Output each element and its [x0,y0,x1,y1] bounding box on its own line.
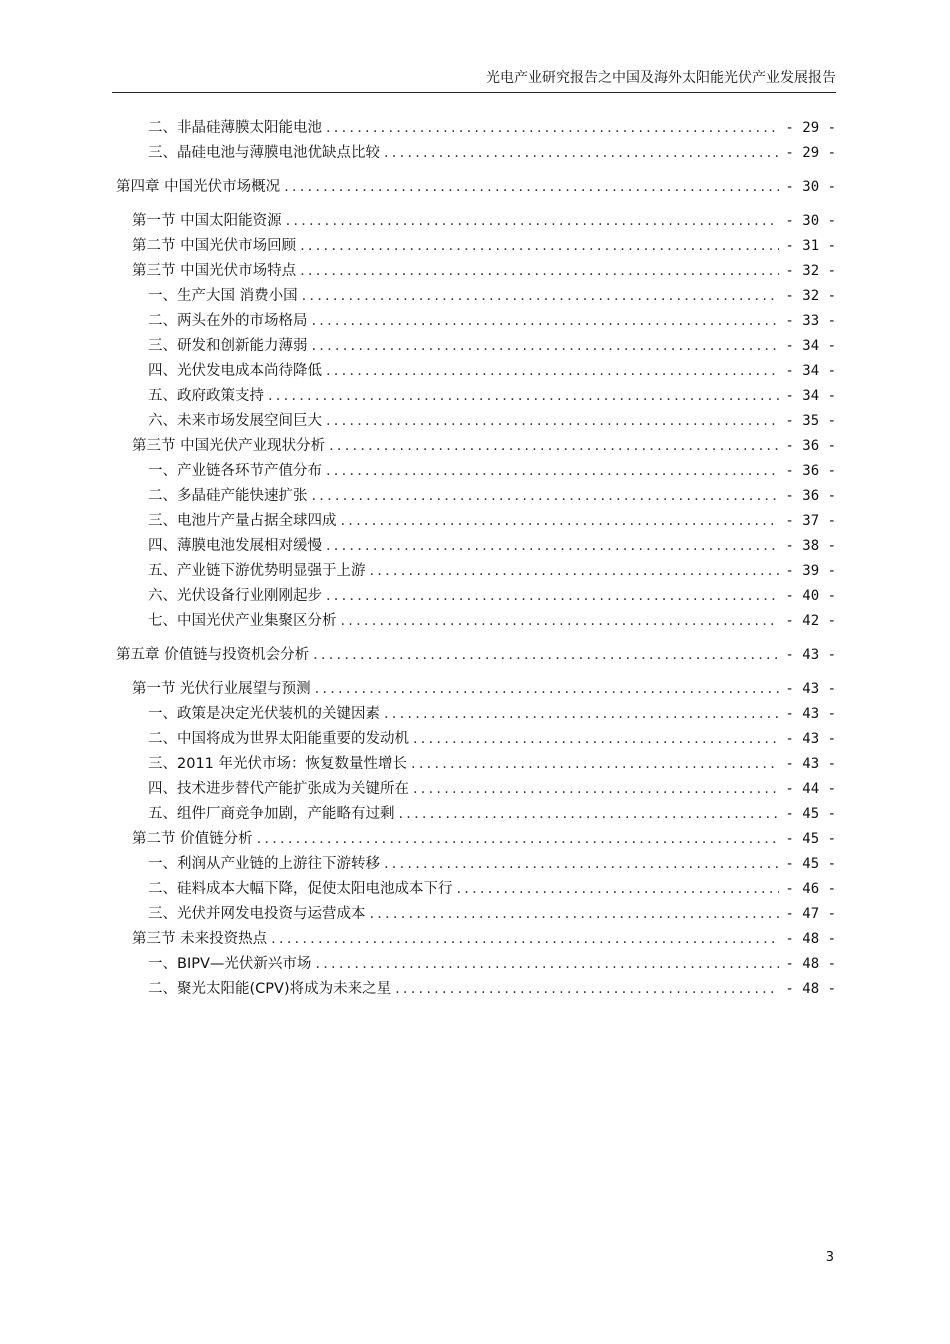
toc-entry-label: 五、组件厂商竞争加剧，产能略有过剩 [148,806,395,822]
toc-entry [148,904,836,924]
toc-leader [370,904,780,924]
toc-leader [326,411,779,431]
toc-entry-label: 二、聚光太阳能(CPV)将成为未来之星 [148,981,392,997]
toc-entry-label: 二、硅料成本大幅下降，促使太阳电池成本下行 [148,881,453,897]
toc-section [132,211,836,231]
toc-leader [312,311,780,331]
toc-leader [384,143,779,163]
toc-entry-label: 三、研发和创新能力薄弱 [148,338,308,354]
toc-leader [300,236,779,256]
toc-entry-page: - 36 - [785,463,836,479]
toc-entry [148,361,836,381]
toc-leader [286,211,780,231]
toc-entry-page: - 45 - [785,831,836,847]
toc-entry-page: - 36 - [785,438,836,454]
toc-entry-page: - 34 - [785,338,836,354]
toc-entry-label: 三、2011 年光伏市场：恢复数量性增长 [148,756,408,772]
toc-entry-label: 二、非晶硅薄膜太阳能电池 [148,120,322,136]
toc-entry-page: - 45 - [785,856,836,872]
toc-section [132,436,836,456]
toc-entry [148,754,836,774]
toc-entry-page: - 48 - [785,956,836,972]
toc-entry-page: - 29 - [785,145,836,161]
toc-section [132,829,836,849]
toc-entry [148,586,836,606]
toc-entry [148,143,836,163]
toc-entry [148,561,836,581]
toc-entry-label: 二、两头在外的市场格局 [148,313,308,329]
toc-entry-page: - 43 - [785,731,836,747]
toc-entry-label: 三、电池片产量占据全球四成 [148,513,337,529]
toc-entry-page: - 38 - [785,538,836,554]
toc-leader [413,779,779,799]
toc-entry [148,461,836,481]
toc-entry-label: 六、未来市场发展空间巨大 [148,413,322,429]
toc-entry [148,804,836,824]
toc-entry-page: - 31 - [785,238,836,254]
toc-leader [411,754,779,774]
toc-section [132,929,836,949]
toc-entry-label: 第三节 中国光伏产业现状分析 [132,438,326,454]
toc-leader [341,511,780,531]
toc-leader [315,679,780,699]
toc-entry-page: - 30 - [785,213,836,229]
toc-entry [148,954,836,974]
toc-entry [148,854,836,874]
toc-entry-label: 一、BIPV—光伏新兴市场 [148,956,312,972]
toc-entry [148,311,836,331]
toc-entry [148,536,836,556]
toc-leader [326,361,779,381]
toc-entry-page: - 37 - [785,513,836,529]
toc-leader [326,118,779,138]
toc-leader [268,386,779,406]
toc-entry [148,411,836,431]
toc-entry-page: - 36 - [785,488,836,504]
toc-leader [413,729,779,749]
toc-entry [148,879,836,899]
toc-entry-label: 第二节 中国光伏市场回顾 [132,238,297,254]
toc-entry-page: - 34 - [785,363,836,379]
toc-leader [300,261,779,281]
toc-entry-page: - 43 - [785,681,836,697]
toc-leader [284,177,779,197]
toc-leader [326,461,779,481]
toc-entry-label: 二、中国将成为世界太阳能重要的发动机 [148,731,409,747]
toc-entry [148,611,836,631]
toc-entry-label: 一、生产大国 消费小国 [148,288,298,304]
toc-entry-label: 第四章 中国光伏市场概况 [116,179,281,195]
toc-section [132,236,836,256]
toc-entry-label: 四、薄膜电池发展相对缓慢 [148,538,322,554]
toc-entry-label: 三、晶硅电池与薄膜电池优缺点比较 [148,145,380,161]
toc-entry [148,779,836,799]
toc-entry-label: 第一节 中国太阳能资源 [132,213,282,229]
toc-entry-label: 第五章 价值链与投资机会分析 [116,647,310,663]
toc-entry-label: 一、利润从产业链的上游往下游转移 [148,856,380,872]
toc-entry-page: - 29 - [785,120,836,136]
toc-entry-page: - 43 - [785,647,836,663]
toc-entry-label: 七、中国光伏产业集聚区分析 [148,613,337,629]
toc-entry-label: 二、多晶硅产能快速扩张 [148,488,308,504]
toc-entry-page: - 34 - [785,388,836,404]
toc-entry-label: 一、政策是决定光伏装机的关键因素 [148,706,380,722]
toc-leader [329,436,779,456]
toc-entry [148,704,836,724]
toc-chapter [116,645,836,665]
toc-entry-page: - 39 - [785,563,836,579]
toc-leader [341,611,780,631]
toc-entry-page: - 46 - [785,881,836,897]
toc-leader [313,645,779,665]
toc-entry [148,286,836,306]
toc-leader [399,804,780,824]
toc-leader [271,929,779,949]
toc-leader [370,561,780,581]
toc-entry [148,118,836,138]
toc-section [132,261,836,281]
toc-entry-label: 六、光伏设备行业刚刚起步 [148,588,322,604]
toc-entry-page: - 43 - [785,706,836,722]
toc-leader [326,586,779,606]
toc-entry [148,336,836,356]
toc-entry [148,729,836,749]
toc-leader [312,486,780,506]
toc-entry-label: 第三节 未来投资热点 [132,931,268,947]
toc-leader [395,979,779,999]
toc-entry-page: - 30 - [785,179,836,195]
toc-entry-label: 第三节 中国光伏市场特点 [132,263,297,279]
toc-entry-page: - 48 - [785,931,836,947]
toc-entry [148,979,836,999]
toc-leader [457,879,780,899]
toc-entry-page: - 35 - [785,413,836,429]
toc-entry-label: 五、产业链下游优势明显强于上游 [148,563,366,579]
toc-chapter [116,177,836,197]
toc-entry-page: - 44 - [785,781,836,797]
toc-entry-label: 四、技术进步替代产能扩张成为关键所在 [148,781,409,797]
toc-entry-page: - 32 - [785,263,836,279]
toc-entry-label: 四、光伏发电成本尚待降低 [148,363,322,379]
toc-entry [148,486,836,506]
toc-entry [148,511,836,531]
toc-entry-label: 一、产业链各环节产值分布 [148,463,322,479]
header-title: 光电产业研究报告之中国及海外太阳能光伏产业发展报告 [486,70,836,86]
toc-entry-page: - 40 - [785,588,836,604]
toc-entry-label: 第一节 光伏行业展望与预测 [132,681,311,697]
toc-leader [384,854,779,874]
toc-entry-label: 三、光伏并网发电投资与运营成本 [148,906,366,922]
toc-entry-page: - 33 - [785,313,836,329]
toc-entry-label: 第二节 价值链分析 [132,831,253,847]
toc-entry-label: 五、政府政策支持 [148,388,264,404]
toc-entry-page: - 47 - [785,906,836,922]
toc-leader [302,286,780,306]
toc-entry-page: - 48 - [785,981,836,997]
toc-entry-page: - 32 - [785,288,836,304]
toc-leader [312,336,780,356]
toc-entry [148,386,836,406]
toc-leader [326,536,779,556]
toc-leader [257,829,780,849]
page-number: 3 [825,1250,834,1265]
toc-entry-page: - 43 - [785,756,836,772]
toc-leader [384,704,779,724]
toc-entry-page: - 42 - [785,613,836,629]
toc-entry-page: - 45 - [785,806,836,822]
toc-section [132,679,836,699]
toc-leader [315,954,779,974]
